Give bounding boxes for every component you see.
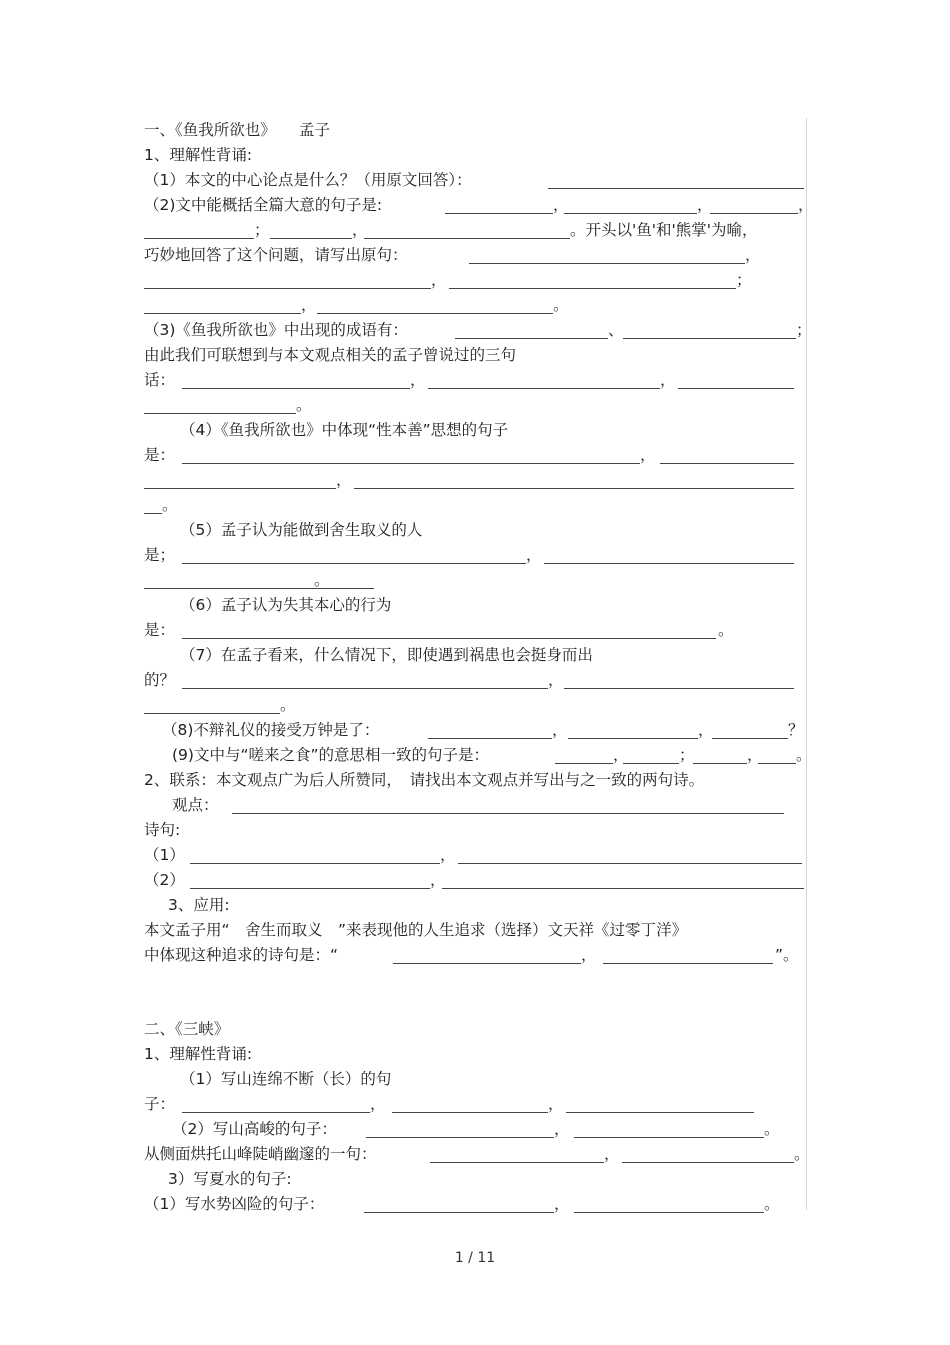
answer-blank[interactable] [392, 1112, 548, 1113]
answer-blank[interactable] [364, 238, 570, 239]
answer-blank[interactable] [270, 238, 352, 239]
line-text: 。开头以'鱼'和'熊掌'为喻， [570, 221, 758, 239]
line-text: 3、应用: [168, 896, 230, 914]
line-text: 。 [314, 571, 330, 589]
answer-blank[interactable] [144, 588, 374, 589]
line-text: ， [553, 196, 569, 214]
answer-blank[interactable] [574, 1137, 764, 1138]
line-text: ”。 [775, 946, 799, 964]
line-text: ， [548, 1095, 564, 1113]
line-text: 。 [794, 1145, 810, 1163]
line-text: （5）孟子认为能做到舍生取义的人 [180, 521, 423, 539]
line-text: （1）本文的中心论点是什么？（用原文回答）： [144, 171, 472, 189]
line-text: ， [352, 221, 368, 239]
answer-blank[interactable] [366, 1137, 554, 1138]
line-text: ， [613, 746, 629, 764]
answer-blank[interactable] [144, 713, 280, 714]
line-text: （1） [144, 846, 185, 864]
line-text: ， [698, 721, 714, 739]
line-text: ， [548, 671, 564, 689]
line-text: 、 [608, 321, 624, 339]
answer-blank[interactable] [678, 388, 794, 389]
line-text: 是： [144, 621, 176, 639]
line-text: ； [679, 746, 695, 764]
line-text: （3)《鱼我所欲也》中出现的成语有： [144, 321, 408, 339]
line-text: ； [736, 271, 752, 289]
answer-blank[interactable] [564, 213, 697, 214]
line-text: ， [410, 371, 426, 389]
line-text: ， [747, 746, 763, 764]
line-text: 。 [553, 296, 569, 314]
line-text: ， [440, 846, 456, 864]
line-text: （8)不辩礼仪的接受万钟是了： [162, 721, 380, 739]
answer-blank[interactable] [393, 963, 581, 964]
answer-blank[interactable] [445, 213, 553, 214]
line-text: ， [604, 1145, 620, 1163]
answer-blank[interactable] [544, 563, 794, 564]
answer-blank[interactable] [182, 1112, 370, 1113]
line-text: 是： [144, 446, 176, 464]
answer-blank[interactable] [622, 1162, 794, 1163]
line-text: 2、联系：本文观点广为后人所赞同， 请找出本文观点并写出与之一致的两句诗。 [144, 771, 705, 789]
answer-blank[interactable] [428, 738, 552, 739]
answer-blank[interactable] [364, 1212, 554, 1213]
answer-blank[interactable] [190, 888, 430, 889]
line-text: （1）写山连绵不断（长）的句 [180, 1070, 392, 1088]
line-text: 。 [296, 396, 312, 414]
answer-blank[interactable] [574, 1212, 764, 1213]
answer-blank[interactable] [449, 288, 736, 289]
answer-blank[interactable] [455, 338, 608, 339]
answer-blank[interactable] [182, 688, 548, 689]
answer-blank[interactable] [144, 238, 254, 239]
line-text: ， [554, 1120, 570, 1138]
answer-blank[interactable] [144, 513, 162, 514]
answer-blank[interactable] [428, 388, 660, 389]
answer-blank[interactable] [442, 888, 804, 889]
line-text: 本文孟子用“ 舍生而取义 ”来表现他的人生追求（选择）文天祥《过零丁洋》 [144, 921, 688, 939]
page-number: 1 / 11 [454, 1250, 496, 1266]
line-text: ， [301, 296, 317, 314]
line-text: ， [552, 721, 568, 739]
answer-blank[interactable] [317, 313, 553, 314]
line-text: 1、理解性背诵: [144, 146, 253, 164]
answer-blank[interactable] [568, 738, 698, 739]
line-text: ， [745, 246, 761, 264]
answer-blank[interactable] [144, 288, 431, 289]
answer-blank[interactable] [354, 488, 794, 489]
line-text: 观点： [172, 796, 219, 814]
answer-blank[interactable] [623, 338, 796, 339]
answer-blank[interactable] [566, 1112, 754, 1113]
line-text: ， [581, 946, 597, 964]
line-text: （6）孟子认为失其本心的行为 [180, 596, 392, 614]
line-text: ， [660, 371, 676, 389]
answer-blank[interactable] [548, 188, 804, 189]
answer-blank[interactable] [469, 263, 745, 264]
answer-blank[interactable] [144, 488, 336, 489]
line-text: 。 [280, 696, 296, 714]
answer-blank[interactable] [190, 863, 440, 864]
line-text: (9)文中与“嗟来之食”的意思相一致的句子是： [172, 746, 490, 764]
answer-blank[interactable] [182, 638, 716, 639]
line-text: 。 [718, 621, 734, 639]
line-text: 。 [764, 1195, 780, 1213]
line-text: 巧妙地回答了这个问题，请写出原句： [144, 246, 408, 264]
line-text: 二、《三峡》 [144, 1020, 230, 1038]
answer-blank[interactable] [712, 738, 788, 739]
line-text: 1、理解性背诵: [144, 1045, 253, 1063]
line-text: 。 [764, 1120, 780, 1138]
answer-blank[interactable] [693, 763, 747, 764]
line-text: ， [336, 471, 352, 489]
line-text: （2） [144, 871, 185, 889]
line-text: 。 [796, 746, 812, 764]
line-text: ， [431, 271, 447, 289]
line-text: （1）写水势凶险的句子： [144, 1195, 325, 1213]
line-text: ， [640, 446, 656, 464]
line-text: ， [370, 1095, 386, 1113]
line-text: （7）在孟子看来，什么情况下，即使遇到祸患也会挺身而出 [180, 646, 593, 664]
line-text: ， [430, 871, 446, 889]
answer-blank[interactable] [182, 463, 640, 464]
line-text: 是； [144, 546, 176, 564]
line-text: ； [796, 321, 812, 339]
line-text: 话： [144, 371, 176, 389]
line-text: ， [526, 546, 542, 564]
line-text: 3）写夏水的句子: [168, 1170, 292, 1188]
answer-blank[interactable] [603, 963, 773, 964]
line-text: ， [798, 196, 814, 214]
answer-blank[interactable] [623, 763, 679, 764]
answer-blank[interactable] [660, 463, 794, 464]
answer-blank[interactable] [710, 213, 798, 214]
line-text: 子： [144, 1095, 176, 1113]
line-text: （2)文中能概括全篇大意的句子是: [144, 196, 383, 214]
line-text: 的？ [144, 671, 176, 689]
line-text: 从侧面烘托山峰陡峭幽邃的一句： [144, 1145, 377, 1163]
line-text: ； [254, 221, 270, 239]
answer-blank[interactable] [555, 763, 613, 764]
line-text: 。 [162, 496, 178, 514]
line-text: （4）《鱼我所欲也》中体现“性本善”思想的句子 [180, 421, 509, 439]
line-text: ？ [788, 721, 804, 739]
answer-blank[interactable] [458, 863, 802, 864]
line-text: 诗句: [144, 821, 181, 839]
line-text: 一、《鱼我所欲也》 孟子 [144, 121, 331, 139]
line-text: （2）写山高峻的句子： [172, 1120, 337, 1138]
answer-blank[interactable] [144, 413, 296, 414]
line-text: 中体现这种追求的诗句是：“ [144, 946, 339, 964]
answer-blank[interactable] [144, 313, 301, 314]
line-text: ， [697, 196, 713, 214]
answer-blank[interactable] [758, 763, 796, 764]
answer-blank[interactable] [182, 563, 526, 564]
line-text: 由此我们可联想到与本文观点相关的孟子曾说过的三句 [144, 346, 517, 364]
line-text: ， [554, 1195, 570, 1213]
answer-blank[interactable] [430, 1162, 604, 1163]
answer-blank[interactable] [564, 688, 794, 689]
answer-blank[interactable] [232, 813, 784, 814]
answer-blank[interactable] [182, 388, 410, 389]
